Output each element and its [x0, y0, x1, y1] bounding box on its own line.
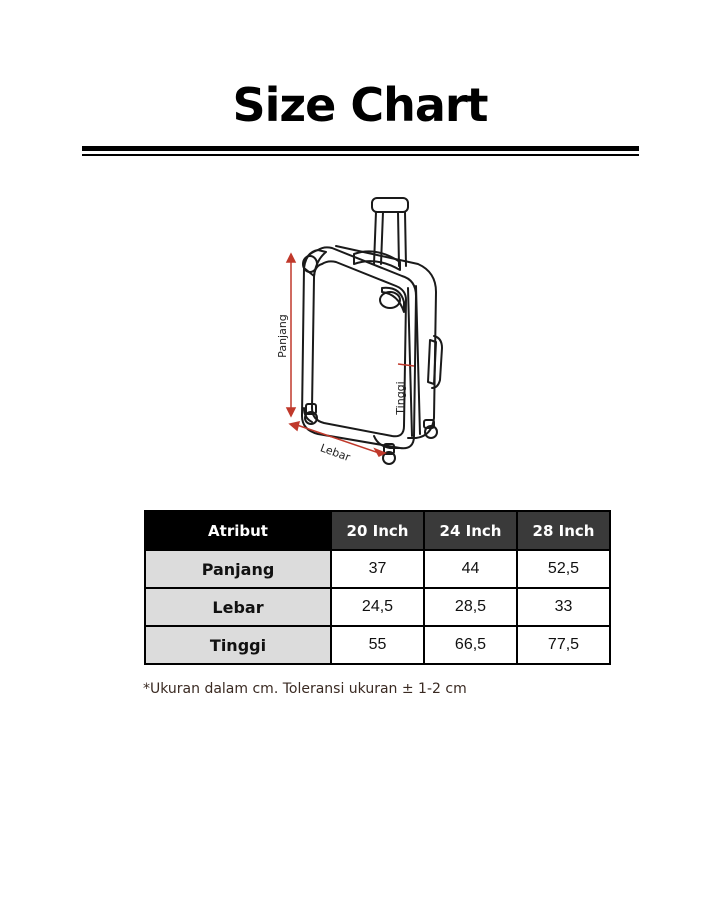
page-title: Size Chart	[232, 78, 488, 132]
label-lebar: Lebar	[318, 441, 352, 465]
table-header-row	[145, 511, 610, 550]
tolerance-note: *Ukuran dalam cm. Toleransi ukuran ± 1-2 cm	[143, 681, 467, 697]
header-20-inch: 20 Inch	[331, 511, 424, 550]
title-divider-thin	[82, 154, 639, 156]
table-cell: 37	[331, 550, 424, 588]
row-label: Lebar	[145, 588, 331, 626]
table-row	[145, 626, 610, 664]
row-label: Panjang	[145, 550, 331, 588]
table-cell: 44	[424, 550, 517, 588]
title-divider	[82, 146, 639, 151]
suitcase-illustration	[186, 168, 532, 498]
handle-grip	[372, 198, 408, 212]
row-label: Tinggi	[145, 626, 331, 664]
table-cell: 28,5	[424, 588, 517, 626]
header-24-inch: 24 Inch	[424, 511, 517, 550]
header-28-inch: 28 Inch	[517, 511, 610, 550]
table-cell: 24,5	[331, 588, 424, 626]
table-cell: 55	[331, 626, 424, 664]
table-row	[145, 550, 610, 588]
table-cell: 77,5	[517, 626, 610, 664]
label-panjang: Panjang	[276, 314, 289, 358]
size-table	[144, 510, 611, 665]
tinggi-dimension-line	[398, 364, 414, 366]
label-tinggi: Tinggi	[394, 381, 407, 415]
table-row	[145, 588, 610, 626]
table-cell: 66,5	[424, 626, 517, 664]
table-cell: 52,5	[517, 550, 610, 588]
header-atribut: Atribut	[145, 511, 331, 550]
table-cell: 33	[517, 588, 610, 626]
